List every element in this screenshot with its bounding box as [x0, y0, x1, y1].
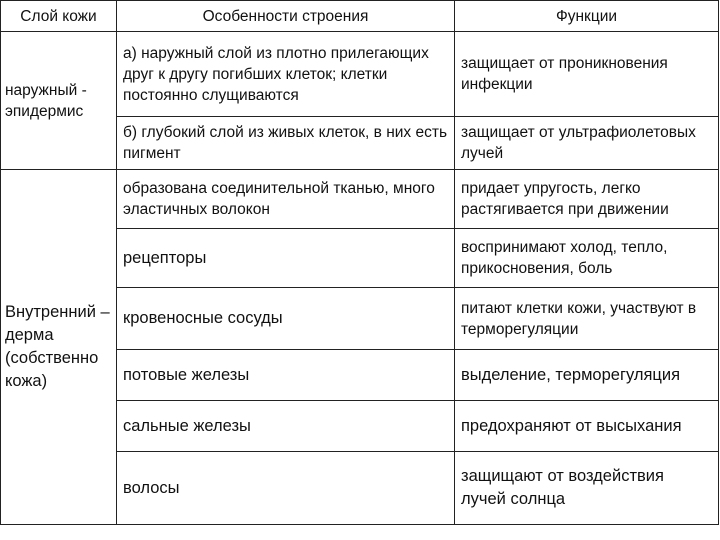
function-cell: воспринимают холод, тепло, прикосновения, боль	[455, 229, 719, 288]
header-functions: Функции	[455, 1, 719, 32]
structure-cell: рецепторы	[117, 229, 455, 288]
header-structure: Особенности строения	[117, 1, 455, 32]
function-cell: защищают от воздействия лучей солнца	[455, 452, 719, 525]
table-row	[1, 170, 719, 229]
structure-cell: а) наружный слой из плотно прилегающих друг к другу погибших клеток; клетки постоянно слущиваются	[117, 32, 455, 117]
function-cell: придает упругость, легко растягивается при движении	[455, 170, 719, 229]
function-cell: защищает от проникновения инфекции	[455, 32, 719, 117]
header-layer: Слой кожи	[1, 1, 117, 32]
function-cell: предохраняют от высыхания	[455, 401, 719, 452]
structure-cell: б) глубокий слой из живых клеток, в них есть пигмент	[117, 117, 455, 170]
function-cell: выделение, терморегуляция	[455, 350, 719, 401]
table-row	[1, 32, 719, 117]
structure-cell: образована соединительной тканью, много эластичных волокон	[117, 170, 455, 229]
function-cell: защищает от ультрафиолетовых лучей	[455, 117, 719, 170]
function-cell: питают клетки кожи, участвуют в терморегуляции	[455, 288, 719, 350]
structure-cell: волосы	[117, 452, 455, 525]
structure-cell: сальные железы	[117, 401, 455, 452]
header-row	[1, 1, 719, 32]
layer-cell-dermis: Внутренний – дерма (собственно кожа)	[1, 170, 117, 525]
structure-cell: потовые железы	[117, 350, 455, 401]
structure-cell: кровеносные сосуды	[117, 288, 455, 350]
layer-cell-epidermis: наружный - эпидермис	[1, 32, 117, 170]
